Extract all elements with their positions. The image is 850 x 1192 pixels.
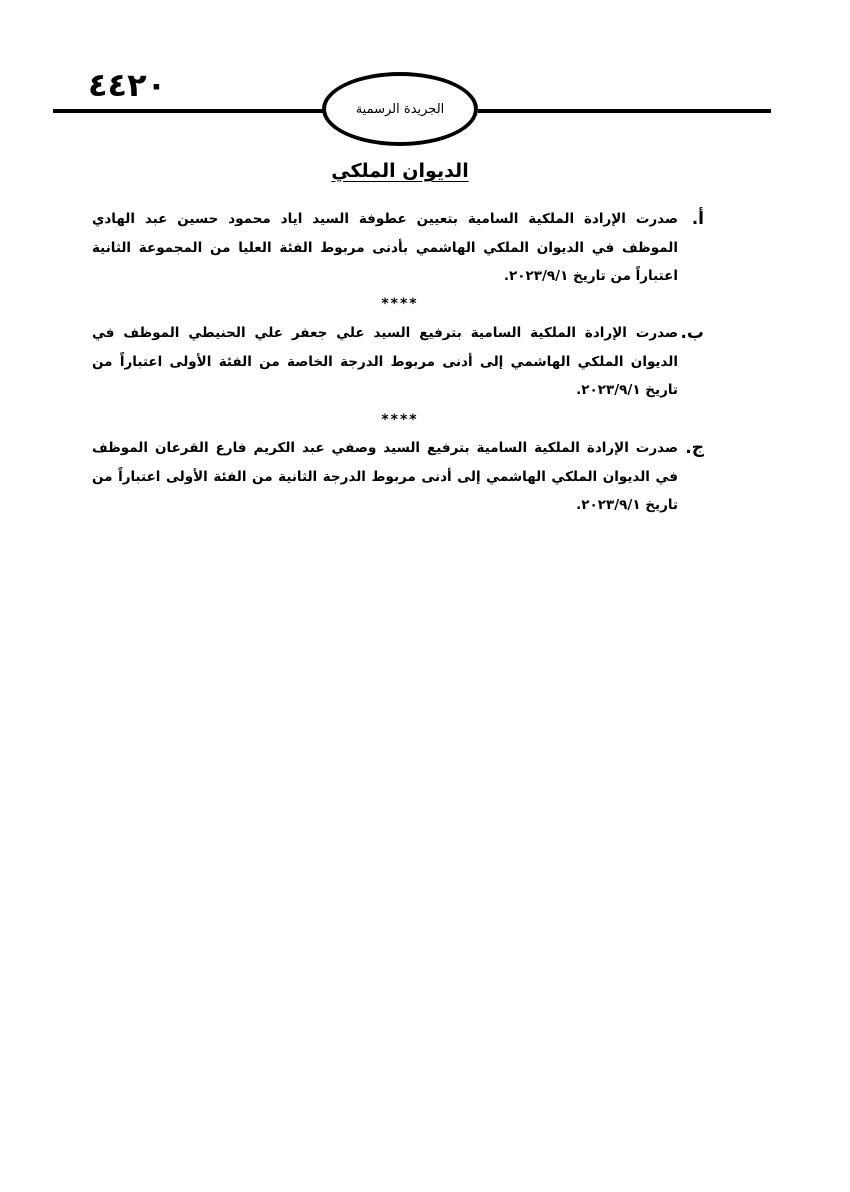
item-text: صدرت الإرادة الملكية السامية بترفيع السيد وصفي عبد الكريم فارع القرعان الموظف في الديوان الملكي الهاشمي إلى أدنى مربوط الدرجة الثانية من الفئة الأولى اعتباراً من تاريخ ٢٠٢٣/٩/١. xyxy=(92,440,678,513)
item-marker: ج. xyxy=(685,438,704,458)
item-marker: ب. xyxy=(680,323,704,343)
section-title: الديوان الملكي xyxy=(331,160,469,182)
decree-item-b xyxy=(92,319,704,405)
item-text: صدرت الإرادة الملكية السامية بترفيع السيد علي جعفر علي الحنيطي الموظف في الديوان الملكي الهاشمي إلى أدنى مربوط الدرجة الخاصة من الفئة الأولى اعتباراً من تاريخ ٢٠٢٣/٩/١. xyxy=(92,325,678,398)
item-text: صدرت الإرادة الملكية السامية بتعيين عطوفة السيد اياد محمود حسين عبد الهادي الموظف في الديوان الملكي الهاشمي بأدنى مربوط الفئة العليا من المجموعة الثانية اعتباراً من تاريخ ٢٠٢٣/٩/١. xyxy=(92,211,678,284)
decree-item-c xyxy=(92,434,704,520)
decree-item-a xyxy=(92,205,704,291)
page-number: ٤٤٢٠ xyxy=(88,66,167,104)
header-rule-left xyxy=(53,109,326,113)
gazette-name-oval xyxy=(322,72,478,146)
separator: **** xyxy=(381,296,419,312)
item-marker: أ. xyxy=(691,209,704,229)
separator: **** xyxy=(381,412,419,428)
header-rule-right xyxy=(478,109,771,113)
gazette-name: الجريدة الرسمية xyxy=(355,101,445,117)
